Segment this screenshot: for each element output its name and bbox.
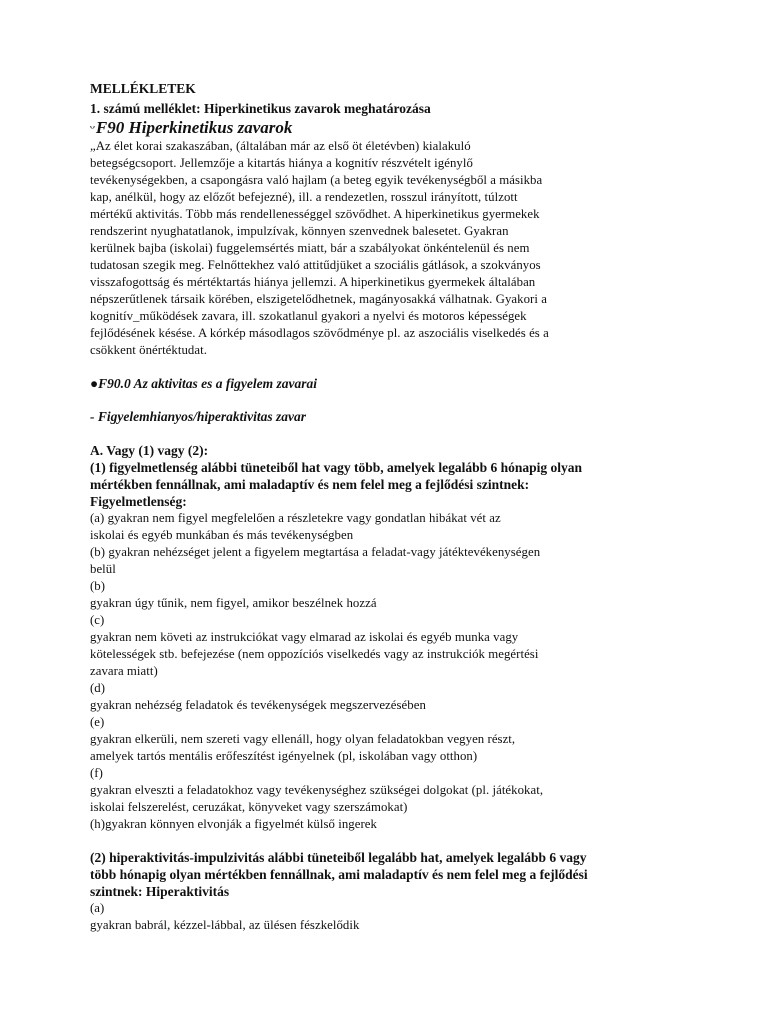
intro-line: népszerűtlenek társaik körében, elszigetelődhetnek, magányosakká válhatnak. Gyakori a (90, 292, 547, 306)
subheading: - Figyelemhianyos/hiperaktivitas zavar (90, 409, 306, 424)
annex-title (90, 100, 431, 117)
symptom-line: amelyek tartós mentális erőfeszítést igényelnek (pl, iskolában vagy otthon) (90, 749, 478, 763)
symptom-line: iskolai felszerelést, ceruzákat, könyveket vagy szerszámokat) (90, 800, 408, 814)
intro-line: „Az élet korai szakaszában, (általában már az első öt életévben) kialakuló (90, 139, 471, 153)
intro-line: betegségcsoport. Jellemzője a kitartás hiánya a kognitív részvételt igénylő (90, 156, 473, 170)
symptom-marker: (c) (90, 613, 105, 627)
hyperactivity-label: szintnek: Hiperaktivitás (90, 884, 230, 899)
annex-title-text: számú melléklet: Hiperkinetikus zavarok meghatározása (103, 101, 431, 116)
f90-title (90, 118, 292, 138)
symptom-marker: (a) (90, 901, 105, 915)
symptom-line: belül (90, 562, 116, 576)
list-marker-glyph: ᵕ (90, 118, 95, 137)
symptom-line: gyakran nehézség feladatok és tevékenységek megszervezésében (90, 698, 426, 712)
f900-heading: ●F90.0 Az aktivitas es a figyelem zavarai (90, 376, 318, 391)
intro-line: tevékenységekben, a csapongásra való hajlam (a beteg egyik tevékenységből a másikba (90, 173, 543, 187)
symptom-line: zavara miatt) (90, 664, 158, 678)
inattention-label: Figyelmetlenség: (90, 494, 187, 509)
criterion-2-line: több hónapig olyan mértékben fennállnak, ami maladaptív és nem felel meg a fejlődési (90, 867, 588, 882)
symptom-line: kötelességek stb. befejezése (nem oppozíciós viselkedés vagy az instrukciók megértési (90, 647, 539, 661)
symptom-marker: (d) (90, 681, 106, 695)
symptom-marker: (b) (90, 579, 106, 593)
criterion-a-heading: A. Vagy (1) vagy (2): (90, 443, 209, 458)
criterion-1-line: (1) figyelmetlenség alábbi tüneteiből hat vagy több, amelyek legalább 6 hónapig olyan (90, 460, 583, 475)
symptom-line: (a) gyakran nem figyel megfelelően a részletekre vagy gondatlan hibákat vét az (90, 511, 501, 525)
symptom-line: (b) gyakran nehézséget jelent a figyelem megtartása a feladat-vagy játéktevékenységen (90, 545, 541, 559)
intro-line: mértékű aktivitás. Több más rendellenességgel szövődhet. A hiperkinetikus gyermekek (90, 207, 540, 221)
document-heading: MELLÉKLETEK (90, 81, 196, 96)
criterion-2-line: (2) hiperaktivitás-impulzivitás alábbi tüneteiből legalább hat, amelyek legalább 6 vagy (90, 850, 587, 865)
symptom-line: (h)gyakran könnyen elvonják a figyelmét külső ingerek (90, 817, 377, 831)
intro-line: kap, anélkül, hogy az előzőt befejezné), ill. a rendezetlen, rosszul irányított, túlzott (90, 190, 518, 204)
intro-line: csökkent önértéktudat. (90, 343, 207, 357)
symptom-line: gyakran úgy tűnik, nem figyel, amikor beszélnek hozzá (90, 596, 377, 610)
symptom-line: gyakran elveszti a feladatokhoz vagy tevékenységhez szükségei dolgokat (pl. játékokat, (90, 783, 544, 797)
intro-line: kerülnek bajba (iskolai) fuggelemsértés miatt, bár a szabályokat önkéntelenül és nem (90, 241, 530, 255)
intro-line: fejlődésének késése. A kórkép másodlagos szövődménye pl. az aszociális viselkedés és a (90, 326, 549, 340)
symptom-line: iskolai és egyéb munkában és más tevékenységben (90, 528, 354, 542)
symptom-line: gyakran nem követi az instrukciókat vagy elmarad az iskolai és egyéb munka vagy (90, 630, 519, 644)
symptom-marker: (f) (90, 766, 103, 780)
criterion-1-line: mértékben fennállnak, ami maladaptív és nem felel meg a fejlődési szintnek: (90, 477, 530, 492)
symptom-line: gyakran babrál, kézzel-lábbal, az ülésen fészkelődik (90, 918, 360, 932)
annex-number: 1. (90, 101, 101, 116)
intro-line: kognitív_működések zavara, ill. szokatlanul gyakori a nyelvi és motoros képességek (90, 309, 527, 323)
intro-line: rendszerint nyughatatlanok, impulzívak, könnyen szenvednek balesetet. Gyakran (90, 224, 509, 238)
symptom-marker: (e) (90, 715, 105, 729)
intro-line: visszafogottság és mértéktartás hiánya jellemzi. A hiperkinetikus gyermekek általában (90, 275, 536, 289)
intro-line: tudatosan szegik meg. Felnőttekhez való attitűdjüket a szociális gátlások, a szokványos (90, 258, 541, 272)
f90-title-text: F90 Hiperkinetikus zavarok (95, 118, 293, 137)
symptom-line: gyakran elkerüli, nem szereti vagy ellenáll, hogy olyan feladatokban vegyen részt, (90, 732, 516, 746)
